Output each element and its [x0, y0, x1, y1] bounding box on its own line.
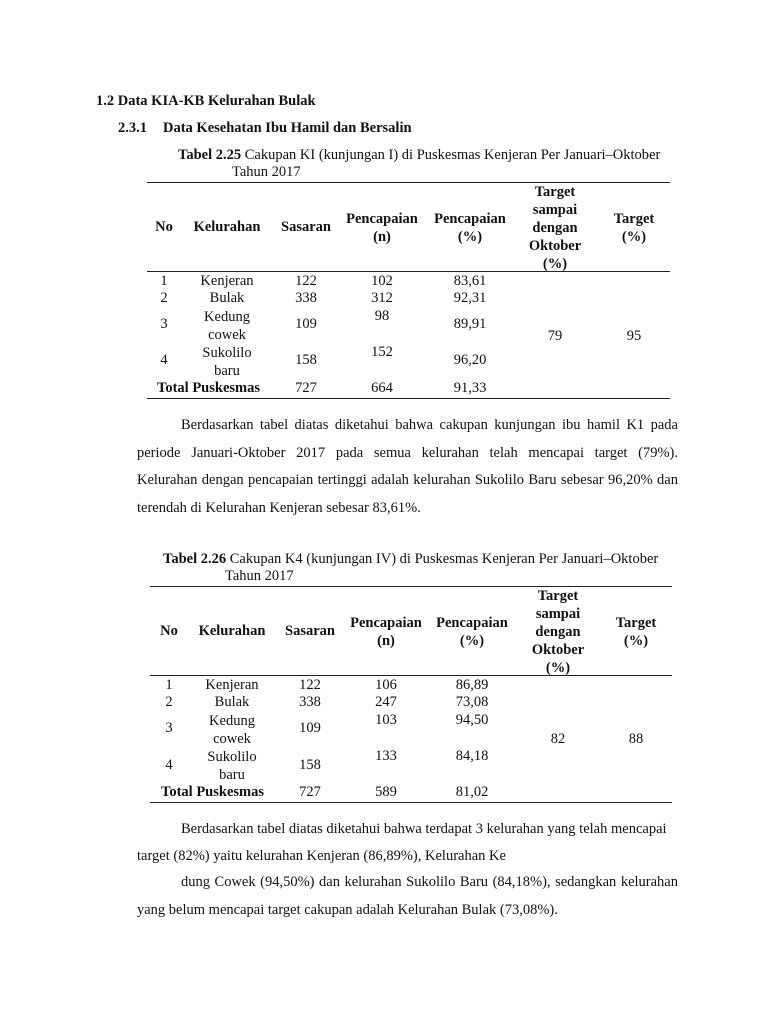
table-row: 4	[160, 352, 168, 368]
table-cell: Kenjeran	[200, 273, 254, 289]
table-cell: 103	[375, 712, 397, 728]
header-line: (%)	[545, 660, 571, 676]
table-cell: Bulak	[209, 290, 245, 306]
table2-total-n: 589	[375, 784, 397, 800]
table2-header-sasaran: Sasaran	[285, 623, 335, 639]
table-cell: 152	[371, 344, 393, 360]
table-cell: 312	[371, 290, 393, 306]
header-line: Target	[537, 588, 579, 604]
header-line: Oktober	[528, 238, 582, 254]
table1-header-target-sampai	[515, 183, 595, 273]
subsection-title: Data Kesehatan Ibu Hamil dan Bersalin	[163, 120, 412, 136]
table-row: 1	[165, 677, 173, 693]
table1-caption-text: Cakupan KI (kunjungan I) di Puskesmas Kenjeran Per Januari–Oktober	[244, 147, 661, 163]
cell-line: Kedung	[209, 713, 255, 729]
table1-header-sasaran: Sasaran	[281, 219, 331, 235]
section-heading: 1.2 Data KIA-KB Kelurahan Bulak	[96, 93, 316, 109]
table1-total-n: 664	[371, 380, 393, 396]
table-cell: 89,91	[453, 316, 487, 332]
header-line: sampai	[535, 606, 581, 622]
table2-total-pct: 81,02	[455, 784, 489, 800]
table-cell: Kenjeran	[205, 677, 259, 693]
table-row: 3	[160, 316, 168, 332]
table-cell: 94,50	[455, 712, 489, 728]
table2-caption-year: Tahun 2017	[225, 568, 294, 584]
table1-total-label: Total Puskesmas	[157, 380, 261, 396]
table-cell: Bulak	[214, 694, 250, 710]
table-row: 2	[160, 290, 168, 306]
table-cell: 96,20	[453, 352, 487, 368]
table-cell: 109	[299, 720, 321, 736]
table-cell	[185, 344, 269, 380]
table1-target-sampai-value: 79	[547, 328, 563, 344]
cell-line: baru	[219, 767, 245, 783]
table2-header-no: No	[160, 623, 178, 639]
paragraph-2-line-2: target (82%) yaitu kelurahan Kenjeran (86,89%), Kelurahan Ke	[137, 848, 506, 864]
table-cell: 158	[295, 352, 317, 368]
table-cell: 338	[299, 694, 321, 710]
header-line: (n)	[377, 633, 395, 649]
cell-line: cowek	[208, 327, 246, 343]
header-line: (n)	[373, 229, 391, 245]
paragraph-2-line-1: Berdasarkan tabel diatas diketahui bahwa terdapat 3 kelurahan yang telah mencapai	[181, 821, 667, 837]
table1-bottom-rule	[147, 398, 670, 399]
table-row: 2	[165, 694, 173, 710]
table2-target-value: 88	[628, 731, 644, 747]
table-cell: 247	[375, 694, 397, 710]
table-cell: 338	[295, 290, 317, 306]
table-cell: 83,61	[453, 273, 487, 289]
table-cell: 122	[295, 273, 317, 289]
header-line: (%)	[623, 633, 649, 649]
table1-total-sasaran: 727	[295, 380, 317, 396]
table-cell: 106	[375, 677, 397, 693]
cell-line: Sukolilo	[202, 345, 252, 361]
table2-target-sampai-value: 82	[550, 731, 566, 747]
subsection-number: 2.3.1	[118, 120, 147, 136]
table-cell: 102	[371, 273, 393, 289]
table1-header-kelurahan: Kelurahan	[193, 219, 261, 235]
table-cell: 122	[299, 677, 321, 693]
header-line: (%)	[459, 633, 485, 649]
cell-line: Sukolilo	[207, 749, 257, 765]
table2-header-target-sampai	[518, 587, 598, 677]
table1-header-target	[598, 210, 670, 246]
table-cell	[190, 712, 274, 748]
table1-caption-label: Tabel 2.25	[178, 147, 242, 163]
header-line: dengan	[532, 220, 578, 236]
cell-line: baru	[214, 363, 240, 379]
table1-header-no: No	[155, 219, 173, 235]
header-line: Pencapaian	[346, 211, 418, 227]
table-cell: 98	[374, 308, 390, 324]
cell-line: cowek	[213, 731, 251, 747]
table-row: 1	[160, 273, 168, 289]
table-cell: 133	[375, 748, 397, 764]
table-cell: 84,18	[455, 748, 489, 764]
table1-target-value: 95	[626, 328, 642, 344]
table-cell: 109	[295, 316, 317, 332]
table2-header-pencapaian-pct	[430, 614, 514, 650]
table-cell: 86,89	[455, 677, 489, 693]
paragraph-1: Berdasarkan tabel diatas diketahui bahwa cakupan kunjungan ibu hamil K1 pada periode Januari-Oktober 2017 pada semua kelurahan telah mencapai target (79%). Kelurahan dengan pencapaian tertinggi adalah kelurahan Sukolilo Baru sebesar 96,20% dan terendah di Kelurahan Kenjeran sebesar 83,61%.	[137, 417, 678, 516]
table2-header-target	[600, 614, 672, 650]
table-cell	[185, 308, 269, 344]
table2-header-pencapaian-n	[344, 614, 428, 650]
table1-header-pencapaian-pct	[428, 210, 512, 246]
table-cell: 158	[299, 757, 321, 773]
table2-caption-label: Tabel 2.26	[163, 551, 227, 567]
table1-caption	[178, 147, 660, 164]
table1-caption-year: Tahun 2017	[232, 164, 301, 180]
table2-header-kelurahan: Kelurahan	[198, 623, 266, 639]
table-cell: 92,31	[453, 290, 487, 306]
table2-caption	[163, 551, 658, 568]
table1-total-pct: 91,33	[453, 380, 487, 396]
table2-total-label: Total Puskesmas	[161, 784, 265, 800]
table1-header-pencapaian-n	[340, 210, 424, 246]
header-line: (%)	[621, 229, 647, 245]
header-line: Target	[613, 211, 655, 227]
table2-caption-text: Cakupan K4 (kunjungan IV) di Puskesmas Kenjeran Per Januari–Oktober	[229, 551, 659, 567]
header-line: (%)	[457, 229, 483, 245]
header-line: (%)	[542, 256, 568, 272]
header-line: Target	[534, 184, 576, 200]
header-line: Pencapaian	[350, 615, 422, 631]
table-row: 4	[165, 757, 173, 773]
paragraph-3: dung Cowek (94,50%) dan kelurahan Sukolilo Baru (84,18%), sedangkan kelurahan yang belum mencapai target cakupan adalah Kelurahan Bulak (73,08%).	[137, 874, 678, 918]
table-row: 3	[165, 720, 173, 736]
header-line: Target	[615, 615, 657, 631]
header-line: Pencapaian	[436, 615, 508, 631]
header-line: dengan	[535, 624, 581, 640]
header-line: sampai	[532, 202, 578, 218]
table2-bottom-rule	[150, 802, 672, 803]
table-cell: 73,08	[455, 694, 489, 710]
cell-line: Kedung	[204, 309, 250, 325]
header-line: Pencapaian	[434, 211, 506, 227]
table-cell	[190, 748, 274, 784]
table2-total-sasaran: 727	[299, 784, 321, 800]
header-line: Oktober	[531, 642, 585, 658]
